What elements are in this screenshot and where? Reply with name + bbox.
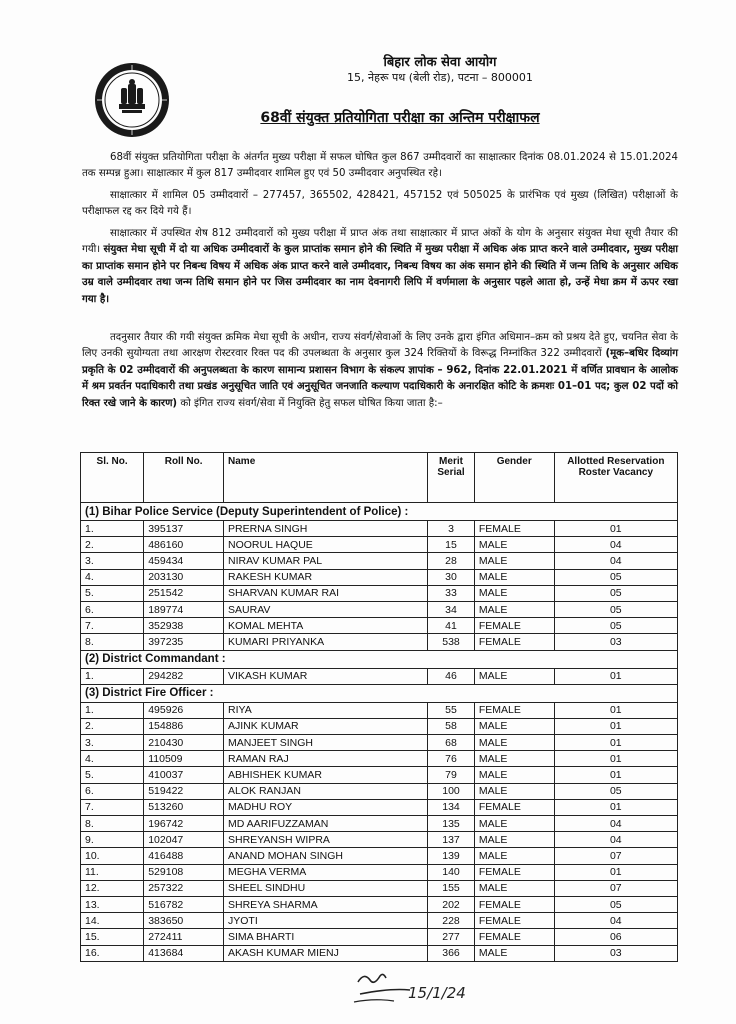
cell-merit-serial: 68 xyxy=(428,735,475,751)
cell-vacancy: 01 xyxy=(554,767,677,783)
cell-roll-no: 397235 xyxy=(144,634,224,650)
cell-vacancy: 01 xyxy=(554,668,677,684)
cell-name: MADHU ROY xyxy=(224,799,428,815)
table-row xyxy=(81,553,678,569)
table-row xyxy=(81,848,678,864)
paragraph-3-plain: साक्षात्कार में उपस्थित शेष 812 उम्मीदवारों को मुख्य परीक्षा में प्राप्त अंक तथा साक्षात्कार में प्राप्त अंकों के योग के अनुसार संयुक्त मेधा सूची तैयार की गयी। xyxy=(82,228,678,256)
table-row xyxy=(81,585,678,601)
cell-merit-serial: 135 xyxy=(428,816,475,832)
cell-sl-no: 7. xyxy=(81,618,144,634)
cell-sl-no: 15. xyxy=(81,929,144,945)
cell-sl-no: 16. xyxy=(81,945,144,961)
cell-vacancy: 03 xyxy=(554,634,677,650)
cell-name: SHREYANSH WIPRA xyxy=(224,832,428,848)
cell-sl-no: 6. xyxy=(81,783,144,799)
cell-merit-serial: 137 xyxy=(428,832,475,848)
cell-sl-no: 6. xyxy=(81,601,144,617)
table-row xyxy=(81,783,678,799)
cell-roll-no: 416488 xyxy=(144,848,224,864)
cell-name: ANAND MOHAN SINGH xyxy=(224,848,428,864)
table-row xyxy=(81,929,678,945)
cell-sl-no: 5. xyxy=(81,585,144,601)
cell-vacancy: 01 xyxy=(554,702,677,718)
table-row xyxy=(81,718,678,734)
paragraph-4-tail: को इंगित राज्य संवर्ग/सेवा में नियुक्ति हेतु सफल घोषित किया जाता है:– xyxy=(180,397,443,409)
cell-vacancy: 05 xyxy=(554,896,677,912)
cell-name: AKASH KUMAR MIENJ xyxy=(224,945,428,961)
cell-sl-no: 11. xyxy=(81,864,144,880)
cell-sl-no: 10. xyxy=(81,848,144,864)
cell-name: PRERNA SINGH xyxy=(224,521,428,537)
cell-name: SHARVAN KUMAR RAI xyxy=(224,585,428,601)
cell-merit-serial: 55 xyxy=(428,702,475,718)
cell-sl-no: 8. xyxy=(81,634,144,650)
cell-roll-no: 102047 xyxy=(144,832,224,848)
cell-name: JYOTI xyxy=(224,913,428,929)
cell-gender: MALE xyxy=(474,735,554,751)
cell-name: MANJEET SINGH xyxy=(224,735,428,751)
header-gender: Gender xyxy=(474,453,554,503)
cell-gender: MALE xyxy=(474,848,554,864)
table-row xyxy=(81,816,678,832)
cell-gender: MALE xyxy=(474,718,554,734)
table-row xyxy=(81,799,678,815)
cell-name: SAURAV xyxy=(224,601,428,617)
cell-vacancy: 04 xyxy=(554,553,677,569)
cell-roll-no: 383650 xyxy=(144,913,224,929)
cell-gender: MALE xyxy=(474,537,554,553)
header-roll-no: Roll No. xyxy=(144,453,224,503)
cell-roll-no: 495926 xyxy=(144,702,224,718)
cell-merit-serial: 100 xyxy=(428,783,475,799)
section-heading: (2) District Commandant : xyxy=(81,650,678,668)
cell-merit-serial: 30 xyxy=(428,569,475,585)
cell-roll-no: 516782 xyxy=(144,896,224,912)
cell-gender: MALE xyxy=(474,601,554,617)
cell-gender: MALE xyxy=(474,783,554,799)
organisation-name: बिहार लोक सेवा आयोग xyxy=(383,55,497,70)
table-row xyxy=(81,913,678,929)
paragraph-4-bold: (मूक–बधिर दिव्यांग प्रकृति के 02 उम्मीदवारों की अनुपलब्धता के कारण सामान्य प्रशासन विभाग के संकल्प ज्ञापांक – 962, दिनांक 22.01.2021 में वर्णित प्रावधान के आलोक में श्रम प्रवर्तन पदाधिकारी तथा प्रखंड अनुसूचित जाति एवं अनुसूचित जनजाति कल्याण पदाधिकारी के अनारक्षित कोटि के क्रमशः 01–01 पद; कुल 02 पदों को रिक्त रखे जाने के कारण) xyxy=(82,348,678,409)
cell-sl-no: 4. xyxy=(81,751,144,767)
cell-roll-no: 529108 xyxy=(144,864,224,880)
cell-name: NOORUL HAQUE xyxy=(224,537,428,553)
cell-gender: FEMALE xyxy=(474,702,554,718)
cell-vacancy: 05 xyxy=(554,585,677,601)
cell-gender: FEMALE xyxy=(474,634,554,650)
cell-vacancy: 01 xyxy=(554,864,677,880)
cell-vacancy: 01 xyxy=(554,521,677,537)
cell-merit-serial: 34 xyxy=(428,601,475,617)
cell-gender: FEMALE xyxy=(474,864,554,880)
cell-sl-no: 1. xyxy=(81,702,144,718)
cell-gender: FEMALE xyxy=(474,521,554,537)
table-row xyxy=(81,521,678,537)
header-sl-no: Sl. No. xyxy=(81,453,144,503)
section-heading-row xyxy=(81,503,678,521)
cell-gender: FEMALE xyxy=(474,929,554,945)
cell-merit-serial: 366 xyxy=(428,945,475,961)
cell-name: RAKESH KUMAR xyxy=(224,569,428,585)
cell-sl-no: 13. xyxy=(81,896,144,912)
table-row xyxy=(81,896,678,912)
table-row xyxy=(81,702,678,718)
header-merit-serial: Merit Serial xyxy=(428,453,475,503)
cell-name: ABHISHEK KUMAR xyxy=(224,767,428,783)
cell-vacancy: 01 xyxy=(554,751,677,767)
cell-name: SHREYA SHARMA xyxy=(224,896,428,912)
cell-sl-no: 1. xyxy=(81,668,144,684)
cell-merit-serial: 228 xyxy=(428,913,475,929)
cell-merit-serial: 277 xyxy=(428,929,475,945)
cell-sl-no: 12. xyxy=(81,880,144,896)
cell-gender: MALE xyxy=(474,553,554,569)
cell-sl-no: 7. xyxy=(81,799,144,815)
cell-vacancy: 04 xyxy=(554,816,677,832)
cell-merit-serial: 538 xyxy=(428,634,475,650)
cell-gender: FEMALE xyxy=(474,799,554,815)
header-vacancy: Allotted Reservation Roster Vacancy xyxy=(554,453,677,503)
cell-name: RAMAN RAJ xyxy=(224,751,428,767)
document-title: 68वीं संयुक्त प्रतियोगिता परीक्षा का अन्तिम परीक्षाफल xyxy=(260,110,540,126)
cell-vacancy: 05 xyxy=(554,569,677,585)
cell-merit-serial: 3 xyxy=(428,521,475,537)
cell-name: VIKASH KUMAR xyxy=(224,668,428,684)
cell-vacancy: 03 xyxy=(554,945,677,961)
table-row xyxy=(81,864,678,880)
cell-vacancy: 05 xyxy=(554,601,677,617)
section-heading-row xyxy=(81,650,678,668)
cell-name: KUMARI PRIYANKA xyxy=(224,634,428,650)
result-table xyxy=(80,452,678,962)
cell-merit-serial: 58 xyxy=(428,718,475,734)
cell-gender: FEMALE xyxy=(474,618,554,634)
cell-name: ALOK RANJAN xyxy=(224,783,428,799)
cell-vacancy: 05 xyxy=(554,618,677,634)
cell-sl-no: 14. xyxy=(81,913,144,929)
cell-merit-serial: 155 xyxy=(428,880,475,896)
cell-gender: MALE xyxy=(474,668,554,684)
cell-merit-serial: 134 xyxy=(428,799,475,815)
cell-merit-serial: 15 xyxy=(428,537,475,553)
table-row xyxy=(81,880,678,896)
table-row xyxy=(81,945,678,961)
cell-merit-serial: 76 xyxy=(428,751,475,767)
cell-gender: MALE xyxy=(474,945,554,961)
table-row xyxy=(81,569,678,585)
table-row xyxy=(81,634,678,650)
table-row xyxy=(81,618,678,634)
cell-roll-no: 154886 xyxy=(144,718,224,734)
signature-icon xyxy=(350,968,480,1018)
cell-roll-no: 189774 xyxy=(144,601,224,617)
cell-roll-no: 513260 xyxy=(144,799,224,815)
cell-vacancy: 07 xyxy=(554,848,677,864)
cell-sl-no: 2. xyxy=(81,537,144,553)
paragraph-3 xyxy=(82,226,678,308)
cell-vacancy: 04 xyxy=(554,913,677,929)
cell-sl-no: 4. xyxy=(81,569,144,585)
cell-roll-no: 272411 xyxy=(144,929,224,945)
paragraph-1: 68वीं संयुक्त प्रतियोगिता परीक्षा के अंतर्गत मुख्य परीक्षा में सफल घोषित कुल 867 उम्मीदवारों का साक्षात्कार दिनांक 08.01.2024 से 15.01.2024 तक सम्पन्न हुआ। साक्षात्कार में कुल 817 उम्मीदवार शामिल हुए एवं 50 उम्मीदवार अनुपस्थित रहे। xyxy=(82,152,678,180)
section-heading: (1) Bihar Police Service (Deputy Superintendent of Police) : xyxy=(81,503,678,521)
section-heading: (3) District Fire Officer : xyxy=(81,684,678,702)
cell-gender: MALE xyxy=(474,585,554,601)
table-body xyxy=(81,503,678,962)
cell-merit-serial: 139 xyxy=(428,848,475,864)
paragraph-4 xyxy=(82,330,678,412)
cell-vacancy: 05 xyxy=(554,783,677,799)
cell-gender: MALE xyxy=(474,569,554,585)
table-row xyxy=(81,668,678,684)
cell-roll-no: 257322 xyxy=(144,880,224,896)
cell-gender: FEMALE xyxy=(474,913,554,929)
cell-vacancy: 04 xyxy=(554,832,677,848)
cell-vacancy: 01 xyxy=(554,718,677,734)
cell-roll-no: 352938 xyxy=(144,618,224,634)
cell-vacancy: 01 xyxy=(554,799,677,815)
cell-merit-serial: 202 xyxy=(428,896,475,912)
cell-sl-no: 9. xyxy=(81,832,144,848)
paragraph-4-plain: तदनुसार तैयार की गयी संयुक्त क्रमिक मेधा सूची के अधीन, राज्य संवर्ग/सेवाओं के लिए उनके द्वारा इंगित अधिमान–क्रम को प्रश्रय देते हुए, चयनित सेवा के लिए उनकी सुयोग्यता तथा आरक्षण रोस्टरवार रिक्त पद की उपलब्धता के अनुसार कुल 324 रिक्तियों के विरूद्ध निम्नांकित 322 उम्मीदवारों xyxy=(82,332,678,360)
cell-roll-no: 110509 xyxy=(144,751,224,767)
cell-name: AJINK KUMAR xyxy=(224,718,428,734)
cell-sl-no: 8. xyxy=(81,816,144,832)
cell-roll-no: 459434 xyxy=(144,553,224,569)
table-header-row xyxy=(81,453,678,503)
cell-roll-no: 486160 xyxy=(144,537,224,553)
cell-name: SHEEL SINDHU xyxy=(224,880,428,896)
header-name: Name xyxy=(224,453,428,503)
cell-roll-no: 395137 xyxy=(144,521,224,537)
cell-roll-no: 196742 xyxy=(144,816,224,832)
cell-sl-no: 3. xyxy=(81,553,144,569)
cell-roll-no: 410037 xyxy=(144,767,224,783)
cell-gender: MALE xyxy=(474,832,554,848)
cell-gender: MALE xyxy=(474,751,554,767)
cell-vacancy: 07 xyxy=(554,880,677,896)
cell-name: MEGHA VERMA xyxy=(224,864,428,880)
cell-merit-serial: 41 xyxy=(428,618,475,634)
cell-roll-no: 519422 xyxy=(144,783,224,799)
table-row xyxy=(81,767,678,783)
cell-name: NIRAV KUMAR PAL xyxy=(224,553,428,569)
section-heading-row xyxy=(81,684,678,702)
cell-roll-no: 294282 xyxy=(144,668,224,684)
table-row xyxy=(81,832,678,848)
cell-roll-no: 251542 xyxy=(144,585,224,601)
cell-gender: FEMALE xyxy=(474,896,554,912)
cell-name: KOMAL MEHTA xyxy=(224,618,428,634)
table-row xyxy=(81,735,678,751)
emblem-seal-icon xyxy=(94,62,170,138)
cell-gender: MALE xyxy=(474,816,554,832)
cell-vacancy: 01 xyxy=(554,735,677,751)
organisation-address: 15, नेहरू पथ (बेली रोड), पटना – 800001 xyxy=(347,71,533,84)
table-row xyxy=(81,751,678,767)
cell-sl-no: 5. xyxy=(81,767,144,783)
cell-gender: MALE xyxy=(474,880,554,896)
cell-gender: MALE xyxy=(474,767,554,783)
cell-merit-serial: 46 xyxy=(428,668,475,684)
cell-sl-no: 3. xyxy=(81,735,144,751)
cell-roll-no: 210430 xyxy=(144,735,224,751)
cell-sl-no: 1. xyxy=(81,521,144,537)
table-row xyxy=(81,537,678,553)
cell-name: SIMA BHARTI xyxy=(224,929,428,945)
cell-merit-serial: 140 xyxy=(428,864,475,880)
signature-date: 15/1/24 xyxy=(408,984,466,1002)
paragraph-3-bold: संयुक्त मेधा सूची में दो या अधिक उम्मीदवारों के कुल प्राप्तांक समान होने की स्थिति में मुख्य परीक्षा में अधिक अंक प्राप्त करने वाले उम्मीदवार, मुख्य परीक्षा का प्राप्तांक समान होने पर निबन्ध विषय में अधिक अंक प्राप्त करने वाले उम्मीदवार, निबन्ध विषय का अंक समान होने की स्थिति में जन्म तिथि के अनुसार अधिक उम्र वाले उम्मीदवार तथा जन्म तिथि समान होने पर जिस उम्मीदवार का नाम देवनागरी लिपि में वर्णमाला के अनुसार पहले आता हो, उन्हें मेधा क्रम में ऊपर रखा गया है। xyxy=(82,244,678,305)
table-row xyxy=(81,601,678,617)
cell-sl-no: 2. xyxy=(81,718,144,734)
cell-merit-serial: 33 xyxy=(428,585,475,601)
cell-merit-serial: 79 xyxy=(428,767,475,783)
cell-name: MD AARIFUZZAMAN xyxy=(224,816,428,832)
cell-vacancy: 06 xyxy=(554,929,677,945)
cell-vacancy: 04 xyxy=(554,537,677,553)
paragraph-2: साक्षात्कार में शामिल 05 उम्मीदवारों – 277457, 365502, 428421, 457152 एवं 505025 के प्रारंभिक एवं मुख्य (लिखित) परीक्षाओं के परीक्षाफल रद्द कर दिये गये हैं। xyxy=(82,190,678,218)
cell-merit-serial: 28 xyxy=(428,553,475,569)
cell-roll-no: 413684 xyxy=(144,945,224,961)
cell-roll-no: 203130 xyxy=(144,569,224,585)
cell-name: RIYA xyxy=(224,702,428,718)
